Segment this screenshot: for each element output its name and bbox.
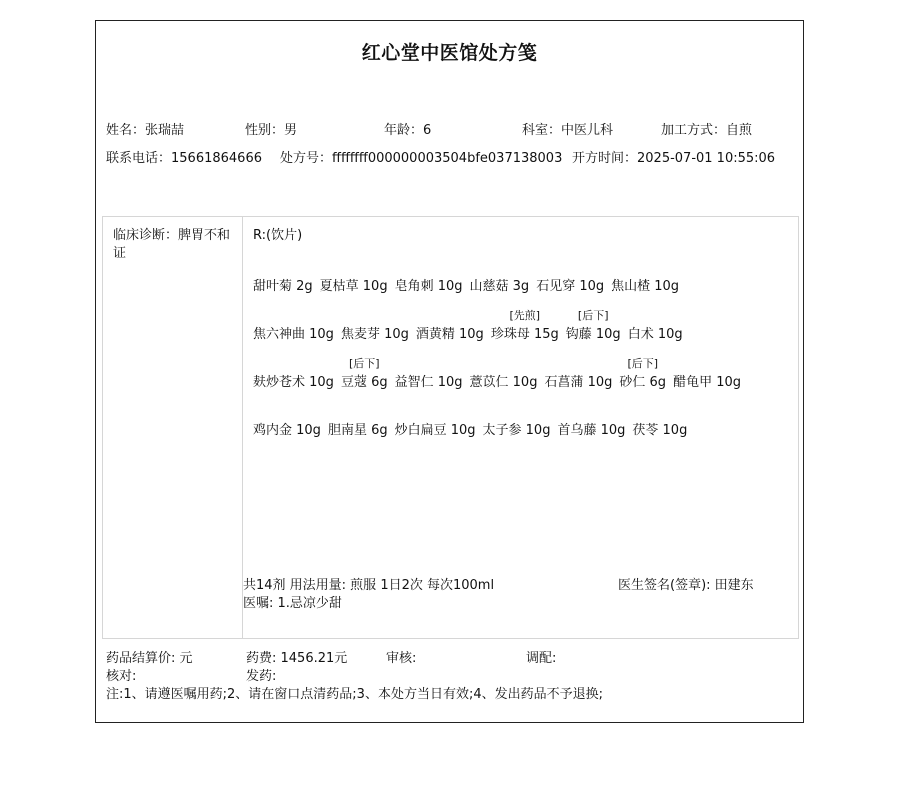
check-field: 核对: bbox=[106, 669, 137, 684]
herb-item bbox=[395, 259, 463, 294]
rx-number: 处方号：ffffffff000000003504bfe037138003 bbox=[280, 151, 563, 166]
doctor-signature: 医生签名(签章): 田建东 bbox=[618, 578, 754, 593]
herb-name: 皂角刺 10g bbox=[394, 279, 463, 294]
review-field: 审核: bbox=[386, 651, 417, 666]
herb-name: 山慈菇 3g bbox=[469, 279, 530, 294]
patient-name: 姓名：张瑞喆 bbox=[106, 123, 185, 138]
rx-time: 开方时间：2025-07-01 10:55:06 bbox=[572, 151, 776, 166]
herb-line bbox=[253, 403, 694, 437]
herb-line bbox=[253, 259, 686, 293]
diagnosis-column bbox=[103, 217, 243, 638]
page-title: 红心堂中医馆处方笺 bbox=[361, 42, 538, 64]
herb-name: 石见穿 10g bbox=[536, 279, 605, 294]
herb-item bbox=[328, 403, 388, 438]
herb-note: [先煎] bbox=[509, 309, 541, 322]
herb-item bbox=[470, 355, 538, 390]
herb-name: 豆蔻 6g bbox=[340, 375, 388, 390]
herb-name: 甜叶菊 2g bbox=[253, 279, 313, 294]
herb-name: 醋龟甲 10g bbox=[673, 375, 741, 390]
herb-item bbox=[611, 259, 679, 294]
usage-dosage: 共14剂 用法用量: 煎服 1日2次 每次100ml bbox=[243, 578, 495, 593]
herb-name: 炒白扁豆 10g bbox=[394, 423, 476, 438]
dispense-prep-field: 调配: bbox=[526, 651, 557, 666]
herb-item bbox=[619, 355, 666, 390]
medical-advice: 医嘱: 1.忌凉少甜 bbox=[243, 596, 342, 611]
herb-item bbox=[416, 307, 484, 342]
processing-method: 加工方式：自煎 bbox=[661, 123, 753, 138]
prescription-body bbox=[102, 216, 799, 639]
herb-name: 益智仁 10g bbox=[394, 375, 463, 390]
herb-item bbox=[483, 403, 551, 438]
herb-name: 麸炒苍术 10g bbox=[253, 375, 334, 390]
herb-item bbox=[395, 403, 476, 438]
herb-note: [后下] bbox=[577, 309, 609, 322]
footer-note: 注:1、请遵医嘱用药;2、请在窗口点清药品;3、本处方当日有效;4、发出药品不予退换; bbox=[106, 687, 603, 702]
herb-name: 白术 10g bbox=[627, 327, 683, 342]
herb-name: 钩藤 10g bbox=[565, 327, 621, 342]
herb-item bbox=[341, 307, 409, 342]
herb-item bbox=[320, 259, 388, 294]
herb-name: 太子参 10g bbox=[482, 423, 551, 438]
settlement-price: 药品结算价: 元 bbox=[106, 651, 193, 666]
herb-item bbox=[557, 403, 625, 438]
herb-item bbox=[544, 355, 612, 390]
herb-name: 砂仁 6g bbox=[619, 375, 667, 390]
herb-name: 焦山楂 10g bbox=[611, 279, 680, 294]
rx-label: R:(饮片) bbox=[253, 228, 303, 243]
herb-name: 茯苓 10g bbox=[632, 423, 688, 438]
herb-note: [后下] bbox=[348, 357, 380, 370]
herb-name: 焦六神曲 10g bbox=[253, 327, 334, 342]
herb-line bbox=[253, 307, 690, 341]
issue-field: 发药: bbox=[246, 669, 277, 684]
patient-gender: 性别：男 bbox=[245, 123, 298, 138]
herb-item bbox=[253, 355, 334, 390]
phone: 联系电话：15661864666 bbox=[106, 151, 262, 166]
herb-item bbox=[566, 307, 621, 342]
herb-item bbox=[628, 307, 683, 342]
herb-item bbox=[341, 355, 388, 390]
herb-item bbox=[253, 403, 321, 438]
herb-note: [后下] bbox=[627, 357, 659, 370]
herb-name: 胆南星 6g bbox=[327, 423, 388, 438]
department: 科室：中医儿科 bbox=[522, 123, 614, 138]
herb-name: 珍珠母 15g bbox=[490, 327, 559, 342]
herb-name: 首乌藤 10g bbox=[557, 423, 626, 438]
herb-item bbox=[632, 403, 687, 438]
prescription-sheet bbox=[95, 20, 804, 723]
herb-item bbox=[673, 355, 741, 390]
herb-item bbox=[536, 259, 604, 294]
herb-name: 石菖蒲 10g bbox=[544, 375, 613, 390]
herb-item bbox=[253, 259, 313, 294]
herb-name: 夏枯草 10g bbox=[319, 279, 388, 294]
herb-item bbox=[491, 307, 559, 342]
herb-item bbox=[470, 259, 530, 294]
herb-name: 焦麦芽 10g bbox=[340, 327, 409, 342]
herb-item bbox=[253, 307, 334, 342]
herb-name: 酒黄精 10g bbox=[415, 327, 484, 342]
herb-name: 鸡内金 10g bbox=[253, 423, 321, 438]
herb-line bbox=[253, 355, 748, 389]
drug-fee: 药费: 1456.21元 bbox=[246, 651, 348, 666]
herb-item bbox=[395, 355, 463, 390]
herb-name: 薏苡仁 10g bbox=[469, 375, 538, 390]
clinical-diagnosis: 临床诊断：脾胃不和证 bbox=[113, 228, 231, 261]
patient-age: 年龄：6 bbox=[384, 123, 432, 138]
